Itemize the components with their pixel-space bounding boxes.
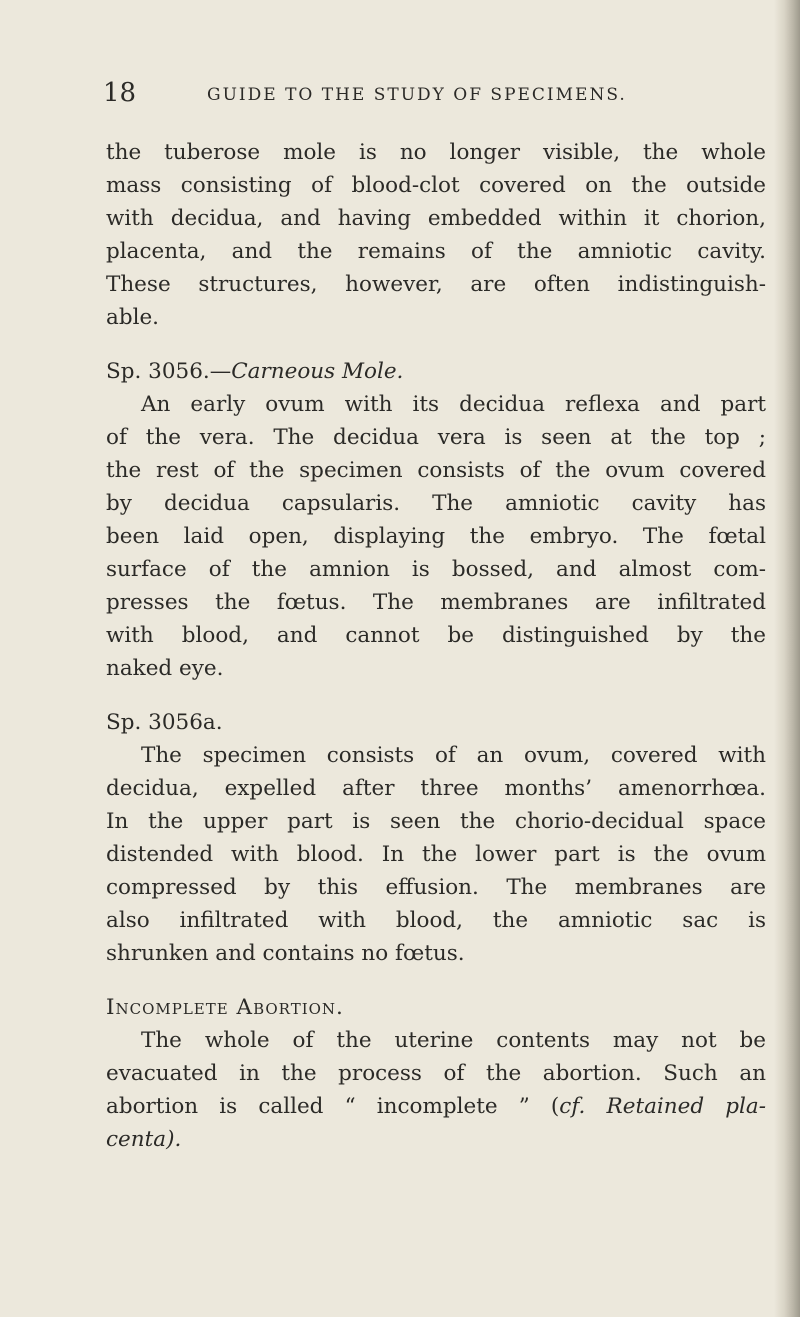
text-line: surface of the amnion is bossed, and almost com- <box>106 557 766 582</box>
text-line: An early ovum with its decidua reflexa and part <box>141 392 766 417</box>
text-line: The specimen consists of an ovum, covered with <box>141 743 766 768</box>
specimen-heading-3056a: Sp. 3056a. <box>106 710 223 735</box>
text-line-with-reference <box>106 1090 766 1123</box>
text-line: presses the fœtus. The membranes are infiltrated <box>106 590 766 615</box>
text-line: evacuated in the process of the abortion. Such an <box>106 1061 766 1086</box>
paragraph-gap <box>106 334 766 355</box>
running-head: GUIDE TO THE STUDY OF SPECIMENS. <box>207 85 627 105</box>
text-fragment: abortion is called “ incomplete ” ( <box>106 1094 560 1119</box>
text-line: the rest of the specimen consists of the ovum covered <box>106 458 766 483</box>
page-header <box>103 78 663 108</box>
text-line: The whole of the uterine contents may not be <box>141 1028 766 1053</box>
cross-reference: cf. Retained pla- <box>559 1094 766 1119</box>
text-line: placenta, and the remains of the amniotic cavity. <box>106 239 766 264</box>
text-line: with decidua, and having embedded within it chorion, <box>106 206 766 231</box>
specimen-number: Sp. 3056.— <box>106 359 232 384</box>
text-line: by decidua capsularis. The amniotic cavity has <box>106 491 766 516</box>
paragraph-tuberose-continuation <box>106 136 766 334</box>
text-line: centa). <box>106 1127 182 1152</box>
section-incomplete-abortion <box>106 991 766 1156</box>
page-number: 18 <box>103 78 137 108</box>
text-line: also infiltrated with blood, the amniotic sac is <box>106 908 766 933</box>
text-line: decidua, expelled after three months’ amenorrhœa. <box>106 776 766 801</box>
text-line: with blood, and cannot be distinguished by the <box>106 623 766 648</box>
specimen-title: Carneous Mole. <box>231 359 404 384</box>
paragraph-gap <box>106 970 766 991</box>
text-line: been laid open, displaying the embryo. The fœtal <box>106 524 766 549</box>
text-line: of the vera. The decidua vera is seen at the top ; <box>106 425 766 450</box>
text-line: able. <box>106 305 160 330</box>
text-line: distended with blood. In the lower part is the ovum <box>106 842 766 867</box>
body-text <box>106 136 766 1156</box>
text-line: the tuberose mole is no longer visible, the whole <box>106 140 766 165</box>
page-edge-shadow <box>774 0 800 1317</box>
text-line: mass consisting of blood-clot covered on the outside <box>106 173 766 198</box>
text-line: shrunken and contains no fœtus. <box>106 941 465 966</box>
section-sp-3056 <box>106 355 766 685</box>
text-line: These structures, however, are often indistinguish- <box>106 272 766 297</box>
text-line: naked eye. <box>106 656 224 681</box>
section-heading-incomplete-abortion: Incomplete Abortion. <box>106 995 344 1020</box>
text-line: compressed by this effusion. The membranes are <box>106 875 766 900</box>
section-sp-3056a <box>106 706 766 970</box>
text-line: In the upper part is seen the chorio-decidual space <box>106 809 766 834</box>
paragraph-gap <box>106 685 766 706</box>
specimen-heading-3056 <box>106 355 766 388</box>
